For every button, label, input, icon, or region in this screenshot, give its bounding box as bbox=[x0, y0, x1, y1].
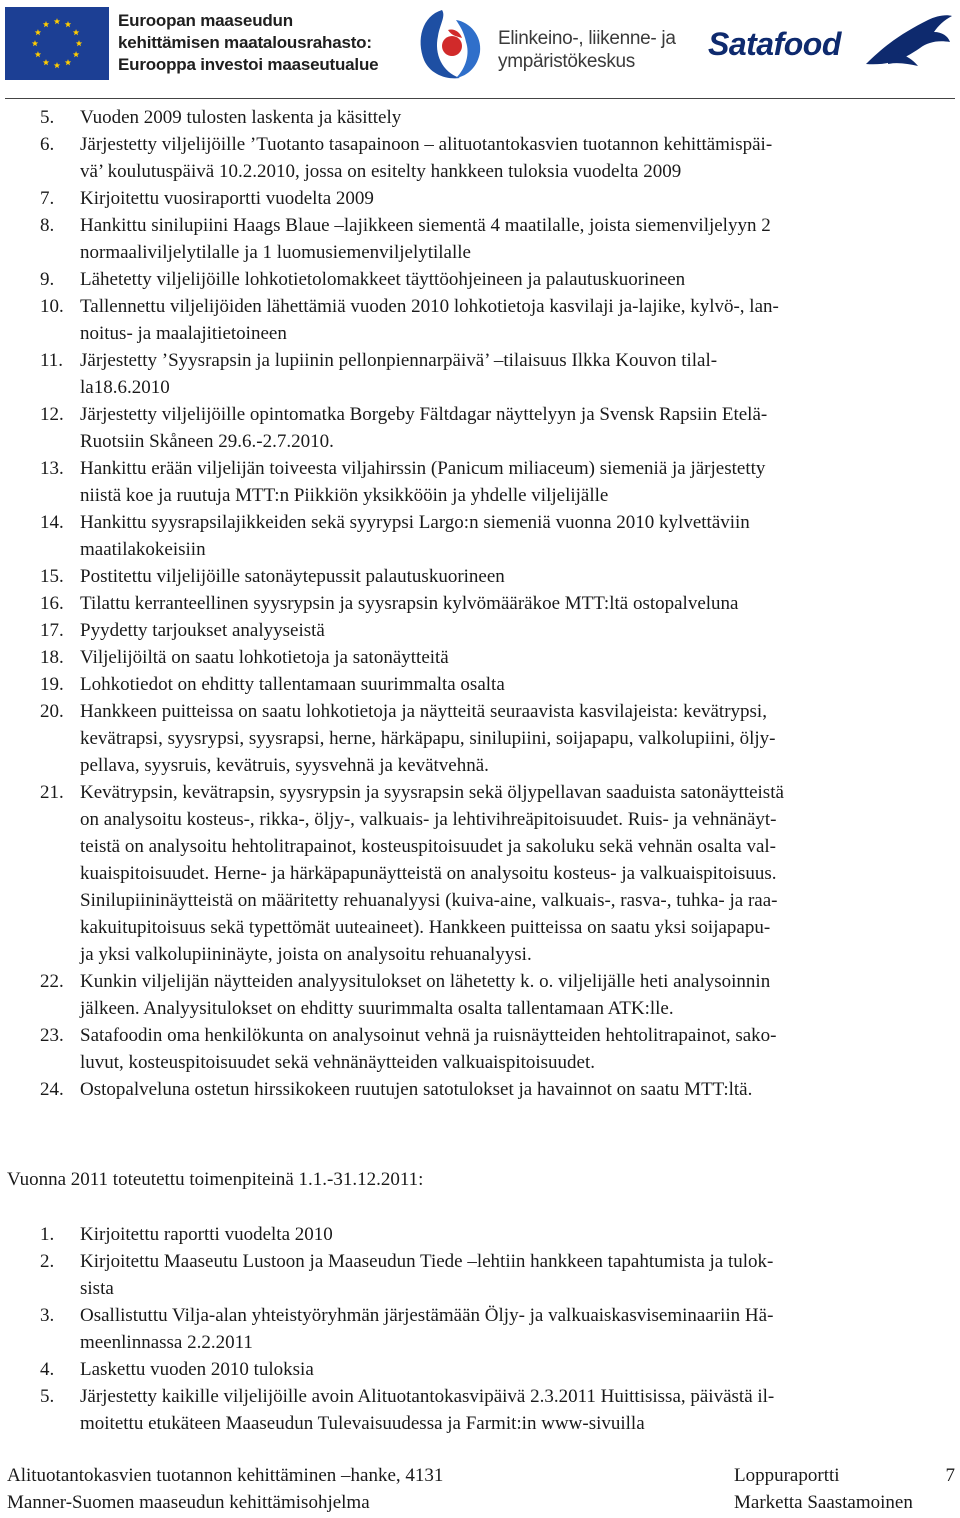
list-item-text-line: Järjestetty viljelijöille ’Tuotanto tasapainoon – alituotantokasvien tuotannon kehittämispäi- bbox=[80, 134, 773, 155]
footer-project-name: Alituotantokasvien tuotannon kehittäminen –hanke, 4131 bbox=[7, 1465, 444, 1486]
page-header bbox=[0, 0, 960, 96]
list-item-number: 20. bbox=[40, 701, 64, 722]
list-item bbox=[7, 1356, 955, 1383]
list-item-number: 2. bbox=[40, 1251, 55, 1272]
list-item-number: 4. bbox=[40, 1359, 55, 1380]
list-item bbox=[7, 644, 955, 671]
list-item-text-line: niistä koe ja ruutuja MTT:n Piikkiön yksikkööin ja yhdelle viljelijälle bbox=[80, 485, 609, 506]
list-item bbox=[7, 266, 955, 293]
list-item-number: 1. bbox=[40, 1224, 55, 1245]
list-item-text-line: noitus- ja maalajitietoineen bbox=[80, 323, 287, 344]
list-item-text-line: ja yksi valkolupiininäyte, joista on analysoitu rehuanalyysi. bbox=[80, 944, 532, 965]
eu-text-line: Euroopan maaseudun bbox=[118, 11, 293, 30]
list-item-number: 5. bbox=[40, 107, 55, 128]
list-item bbox=[7, 590, 955, 617]
list-item-text-line: Kunkin viljelijän näytteiden analyysitulokset on lähetetty k. o. viljelijälle heti analysoinnin bbox=[80, 971, 771, 992]
list-item bbox=[7, 1302, 955, 1356]
list-item-text-line: Pyydetty tarjoukset analyyseistä bbox=[80, 620, 325, 641]
list-item-number: 18. bbox=[40, 647, 64, 668]
list-item bbox=[7, 671, 955, 698]
list-item-number: 5. bbox=[40, 1386, 55, 1407]
footer-report-type: Loppuraportti bbox=[734, 1465, 840, 1486]
list-item bbox=[7, 563, 955, 590]
list-item-text-line: pellava, syysruis, kevätruis, syysvehnä ja kevätvehnä. bbox=[80, 755, 489, 776]
list-item-text-line: Laskettu vuoden 2010 tuloksia bbox=[80, 1359, 314, 1380]
list-item-text-line: kevätrapsi, syysrypsi, syysrapsi, herne, härkäpapu, sinilupiini, soijapapu, valkolupiini, öljy- bbox=[80, 728, 776, 749]
list-item-text-line: kuaispitoisuudet. Herne- ja härkäpapunäytteistä on analysoitu kosteus- ja valkuaispitoisuus. bbox=[80, 863, 777, 884]
list-item bbox=[7, 698, 955, 779]
list-item-text-line: on analysoitu kosteus-, rikka-, öljy-, valkuais- ja lehtivihreäpitoisuudet. Ruis- ja vehnänäyt- bbox=[80, 809, 777, 830]
list-item bbox=[7, 1022, 955, 1076]
page-footer bbox=[7, 1462, 955, 1516]
ely-text-line: ympäristökeskus bbox=[498, 51, 635, 72]
list-item-number: 11. bbox=[40, 350, 64, 371]
eu-flag-icon bbox=[5, 7, 109, 80]
list-item-text-line: Järjestetty ’Syysrapsin ja lupiinin pellonpiennarpäivä’ –tilaisuus Ilkka Kouvon tilal- bbox=[80, 350, 718, 371]
list-item-text-line: Ruotsiin Skåneen 29.6.-2.7.2010. bbox=[80, 431, 334, 452]
list-item bbox=[7, 131, 955, 185]
list-item-text-line: Sinilupiininäytteistä on määritetty rehuanalyysi (kuiva-aine, valkuais-, rasva-, tuhka- ja raa- bbox=[80, 890, 778, 911]
eu-text-line: Eurooppa investoi maaseutualue bbox=[118, 55, 379, 74]
header-divider bbox=[5, 98, 955, 99]
eu-fund-text bbox=[118, 10, 398, 76]
list-item bbox=[7, 104, 955, 131]
list-item-number: 24. bbox=[40, 1079, 64, 1100]
eu-text-line: kehittämisen maatalousrahasto: bbox=[118, 33, 372, 52]
list-item-text-line: Tallennettu viljelijöiden lähettämiä vuoden 2010 lohkotietoja kasvilaji ja-lajike, kylvö-, lan- bbox=[80, 296, 779, 317]
list-item bbox=[7, 1221, 955, 1248]
measures-list-2011 bbox=[7, 1221, 955, 1437]
section-heading-2011: Vuonna 2011 toteutettu toimenpiteinä 1.1.-31.12.2011: bbox=[7, 1169, 424, 1190]
list-item-text-line: moitettu etukäteen Maaseudun Tulevaisuudessa ja Farmit:in www-sivuilla bbox=[80, 1413, 645, 1434]
list-item-text-line: sista bbox=[80, 1278, 114, 1299]
list-item-text-line: Kirjoitettu Maaseutu Lustoon ja Maaseudun Tiede –lehtiin hankkeen tapahtumista ja tulok- bbox=[80, 1251, 774, 1272]
list-item-text-line: Postitettu viljelijöille satonäytepussit palautuskuorineen bbox=[80, 566, 505, 587]
ely-centre-text bbox=[498, 27, 698, 73]
list-item-text-line: Satafoodin oma henkilökunta on analysoinut vehnä ja ruisnäytteiden hehtolitrapainot, sako- bbox=[80, 1025, 777, 1046]
list-item-text-line: Hankkeen puitteissa on saatu lohkotietoja ja näytteitä seuraavista kasvilajeista: kevätrypsi, bbox=[80, 701, 767, 722]
list-item bbox=[7, 1248, 955, 1302]
list-item-number: 9. bbox=[40, 269, 55, 290]
list-item-text-line: Järjestetty kaikille viljelijöille avoin Alituotantokasvipäivä 2.3.2011 Huittisissa, päivästä il- bbox=[80, 1386, 775, 1407]
list-item-text-line: teistä on analysoitu hehtolitrapainot, kosteuspitoisuudet ja sakoluku sekä vehnän osalta val- bbox=[80, 836, 776, 857]
list-item-text-line: Vuoden 2009 tulosten laskenta ja käsittely bbox=[80, 107, 402, 128]
list-item bbox=[7, 401, 955, 455]
list-item bbox=[7, 347, 955, 401]
footer-author: Marketta Saastamoinen bbox=[734, 1492, 913, 1513]
list-item-number: 3. bbox=[40, 1305, 55, 1326]
list-item-number: 8. bbox=[40, 215, 55, 236]
list-item-number: 6. bbox=[40, 134, 55, 155]
ely-logo-icon bbox=[412, 6, 490, 82]
list-item-number: 16. bbox=[40, 593, 64, 614]
list-item-number: 12. bbox=[40, 404, 64, 425]
list-item-text-line: Hankittu sinilupiini Haags Blaue –lajikkeen siementä 4 maatilalle, joista siemenviljelyyn 2 bbox=[80, 215, 771, 236]
list-item-text-line: jälkeen. Analyysitulokset on ehditty suurimmalta osalta tallentamaan ATK:lle. bbox=[80, 998, 674, 1019]
list-item-text-line: meenlinnassa 2.2.2011 bbox=[80, 1332, 253, 1353]
list-item bbox=[7, 1076, 955, 1103]
list-item-number: 15. bbox=[40, 566, 64, 587]
list-item-text-line: vä’ koulutuspäivä 10.2.2010, jossa on esitelty hankkeen tuloksia vuodelta 2009 bbox=[80, 161, 682, 182]
list-item bbox=[7, 1383, 955, 1437]
footer-programme: Manner-Suomen maaseudun kehittämisohjelma bbox=[7, 1492, 370, 1513]
list-item-number: 23. bbox=[40, 1025, 64, 1046]
list-item-text-line: la18.6.2010 bbox=[80, 377, 170, 398]
list-item-text-line: Lohkotiedot on ehditty tallentamaan suurimmalta osalta bbox=[80, 674, 505, 695]
satafood-logo-text: Satafood bbox=[708, 26, 841, 62]
list-item bbox=[7, 968, 955, 1022]
list-item-text-line: luvut, kosteuspitoisuudet sekä vehnänäytteiden valkuaispitoisuudet. bbox=[80, 1052, 596, 1073]
measures-list-2010 bbox=[7, 104, 955, 1103]
list-item-text-line: Hankittu syysrapsilajikkeiden sekä syyrypsi Largo:n siemeniä vuonna 2010 kylvettäviin bbox=[80, 512, 750, 533]
list-item-text-line: Järjestetty viljelijöille opintomatka Borgeby Fältdagar näyttelyyn ja Svensk Rapsiin Etelä- bbox=[80, 404, 768, 425]
list-item-number: 19. bbox=[40, 674, 64, 695]
list-item bbox=[7, 212, 955, 266]
list-item-number: 14. bbox=[40, 512, 64, 533]
list-item-text-line: Kevätrypsin, kevätrapsin, syysrypsin ja syysrapsin sekä öljypellavan saaduista satonäytteistä bbox=[80, 782, 784, 803]
list-item bbox=[7, 293, 955, 347]
list-item bbox=[7, 185, 955, 212]
list-item bbox=[7, 509, 955, 563]
page-number: 7 bbox=[945, 1465, 955, 1486]
list-item-text-line: Kirjoitettu vuosiraportti vuodelta 2009 bbox=[80, 188, 374, 209]
list-item-text-line: Tilattu kerranteellinen syysrypsin ja syysrapsin kylvömääräkoe MTT:ltä ostopalveluna bbox=[80, 593, 739, 614]
list-item bbox=[7, 617, 955, 644]
list-item-number: 13. bbox=[40, 458, 64, 479]
list-item bbox=[7, 779, 955, 968]
list-item bbox=[7, 455, 955, 509]
list-item-number: 7. bbox=[40, 188, 55, 209]
list-item-text-line: Hankittu erään viljelijän toiveesta viljahirssin (Panicum miliaceum) siemeniä ja järjestetty bbox=[80, 458, 766, 479]
ely-text-line: Elinkeino-, liikenne- ja bbox=[498, 28, 676, 49]
list-item-text-line: normaaliviljelytilalle ja 1 luomusiemenviljelytilalle bbox=[80, 242, 471, 263]
list-item-number: 21. bbox=[40, 782, 64, 803]
list-item-text-line: Lähetetty viljelijöille lohkotietolomakkeet täyttöohjeineen ja palautuskuorineen bbox=[80, 269, 686, 290]
list-item-text-line: Osallistuttu Vilja-alan yhteistyöryhmän järjestämään Öljy- ja valkuaiskasviseminaariin Hä- bbox=[80, 1305, 774, 1326]
list-item-text-line: kakuitupitoisuus sekä typettömät uuteaineet). Hankkeen puitteissa on saatu yksi soijapapu- bbox=[80, 917, 771, 938]
list-item-text-line: Ostopalveluna ostetun hirssikokeen ruutujen satotulokset ja havainnot on saatu MTT:ltä. bbox=[80, 1079, 753, 1100]
list-item-text-line: Viljelijöiltä on saatu lohkotietoja ja satonäytteitä bbox=[80, 647, 449, 668]
list-item-text-line: maatilakokeisiin bbox=[80, 539, 206, 560]
satafood-bird-icon bbox=[858, 8, 956, 80]
list-item-number: 10. bbox=[40, 296, 64, 317]
list-item-number: 17. bbox=[40, 620, 64, 641]
list-item-number: 22. bbox=[40, 971, 64, 992]
list-item-text-line: Kirjoitettu raportti vuodelta 2010 bbox=[80, 1224, 333, 1245]
